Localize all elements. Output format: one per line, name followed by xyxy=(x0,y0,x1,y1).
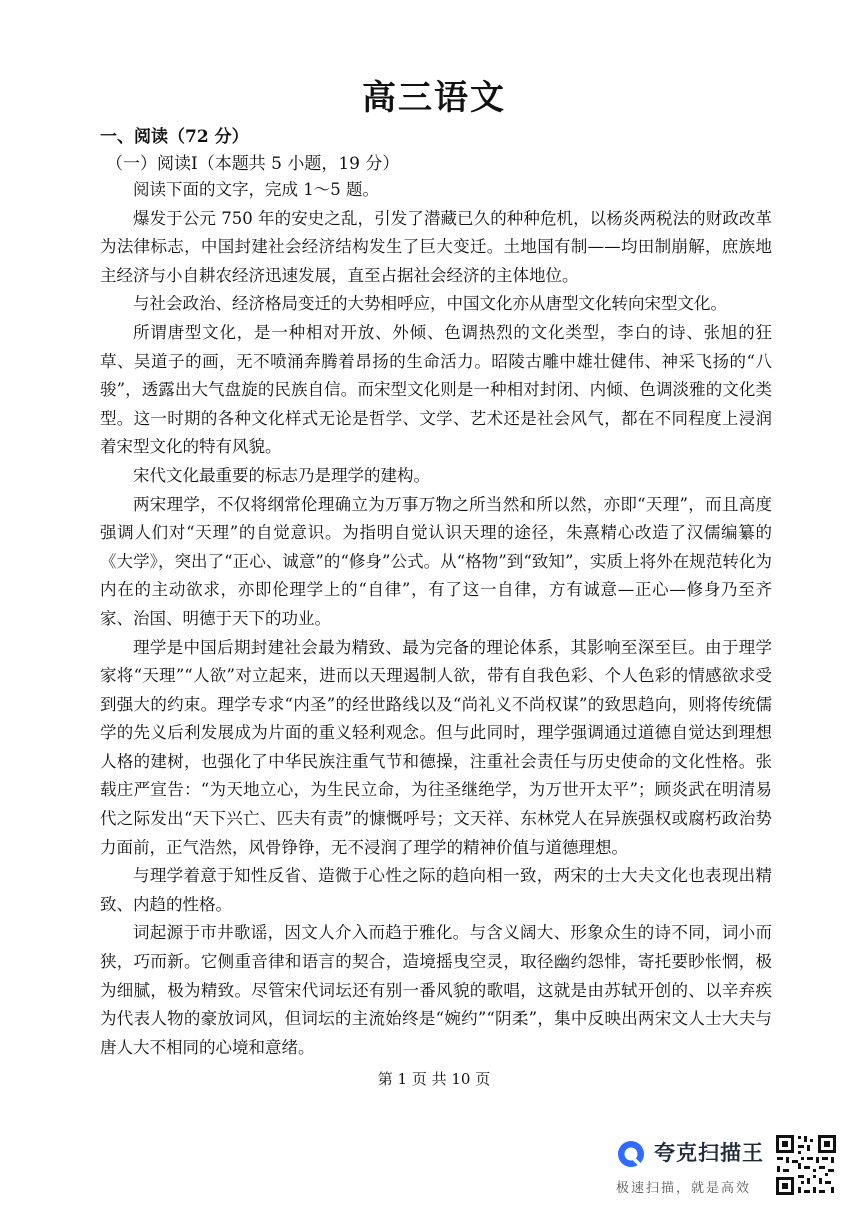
paragraph: 与社会政治、经济格局变迁的大势相呼应，中国文化亦从唐型文化转向宋型文化。 xyxy=(133,294,727,314)
subsection-heading: （一）阅读Ⅰ（本题共 5 小题，19 分） xyxy=(106,154,400,174)
paragraph: 理学是中国后期封建社会最为精致、最为完备的理论体系，其影响至深至巨。由于理学家将“天理”“人欲”对立起来，进而以天理遏制人欲，带有自我色彩、个人色彩的情感欲求受到强大的约束。理学专求“内圣”的经世路线以及“尚礼义不尚权谋”的致思趋向，则将传统儒学的先义后利发展成为片面的重义轻利观念。但与此同时，理学强调通过道德自觉达到理想人格的建树，也强化了中华民族注重气节和德操，注重社会责任与历史使命的文化性格。张载庄严宣告：“为天地立心，为生民立命，为往圣继绝学，为万世开太平”；顾炎武在明清易代之际发出“天下兴亡、匹夫有责”的慷慨呼号；文天祥、东林党人在异族强权或腐朽政治势力面前，正气浩然，风骨铮铮，无不浸润了理学的精神价值与道德理想。 xyxy=(100,637,772,857)
paragraph: 两宋理学，不仅将纲常伦理确立为万事万物之所当然和所以然，亦即“天理”，而且高度强调人们对“天理”的自觉意识。为指明自觉认识天理的途径，朱熹精心改造了汉儒编纂的《大学》，突出了“正心、诚意”的“修身”公式。从“格物”到“致知”，实质上将外在规范转化为内在的主动欲求，亦即伦理学上的“自律”，有了这一自律，方有诚意—正心—修身乃至齐家、治国、明德于天下的功业。 xyxy=(100,494,772,628)
page-title: 高三语文 xyxy=(362,78,506,118)
paragraph: 宋代文化最重要的标志乃是理学的建构。 xyxy=(133,465,430,485)
section-heading: 一、阅读（72 分） xyxy=(100,127,249,147)
scanner-logo-icon xyxy=(616,1139,646,1169)
paragraph: 所谓唐型文化，是一种相对开放、外倾、色调热烈的文化类型，李白的诗、张旭的狂草、吴道子的画，无不喷涌奔腾着昂扬的生命活力。昭陵古雕中雄壮健伟、神采飞扬的“八骏”，透露出大气盘旋的民族自信。而宋型文化则是一种相对封闭、内倾、色调淡雅的文化类型。这一时期的各种文化样式无论是哲学、文学、艺术还是社会风气，都在不同程度上浸润着宋型文化的特有风貌。 xyxy=(100,322,772,457)
scanner-slogan: 极速扫描，就是高效 xyxy=(616,1181,752,1196)
article-body xyxy=(100,176,772,1062)
paragraph: 与理学着意于知性反省、造微于心性之际的趋向相一致，两宋的士大夫文化也表现出精致、内趋的性格。 xyxy=(100,866,772,914)
instruction-paragraph: 阅读下面的文字，完成 1～5 题。 xyxy=(133,180,379,199)
page-number: 第 1 页 共 10 页 xyxy=(377,1070,491,1088)
scanner-watermark xyxy=(616,1137,766,1199)
scanner-app-name: 夸克扫描王 xyxy=(654,1141,764,1165)
paragraph: 词起源于市井歌谣，因文人介入而趋于雅化。与含义阔大、形象众生的诗不同，词小而狭，巧而新。它侧重音律和语言的契合，造境摇曳空灵，取径幽约怨悱，寄托要眇怅惘，极为细腻，极为精致。尽管宋代词坛还有别一番风貌的歌唱，这就是由苏轼开创的、以辛弃疾为代表人物的豪放词风，但词坛的主流始终是“婉约”“阴柔”，集中反映出两宋文人士大夫与唐人大不相同的心境和意绪。 xyxy=(100,923,772,1057)
paragraph: 爆发于公元 750 年的安史之乱，引发了潜藏已久的种种危机，以杨炎两税法的财政改革为法律标志，中国封建社会经济结构发生了巨大变迁。土地国有制——均田制崩解，庶族地主经济与小自耕农经济迅速发展，直至占据社会经济的主体地位。 xyxy=(100,208,772,285)
qr-code-icon xyxy=(774,1133,838,1197)
